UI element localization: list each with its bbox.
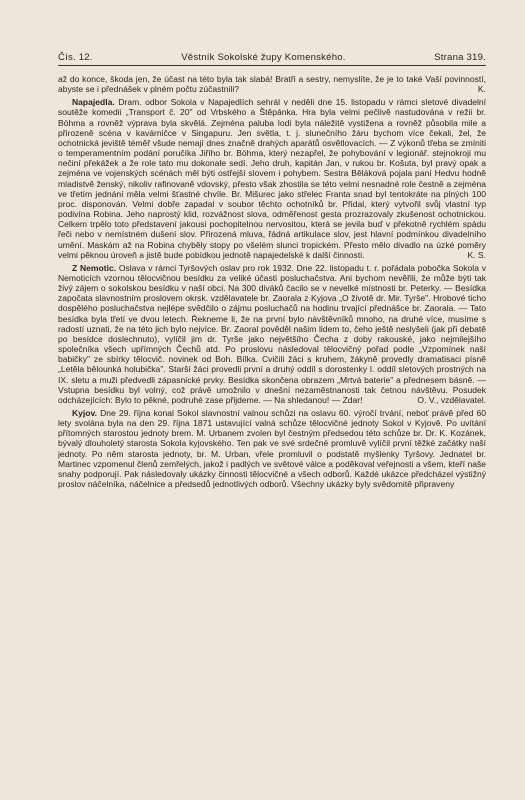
article-title: Napajedla. <box>72 97 115 108</box>
article-signature: K. S. <box>467 249 486 260</box>
article-napajedla <box>58 97 486 260</box>
page-number: Strana 319. <box>434 52 486 63</box>
article-nemotice <box>58 263 486 405</box>
article-title: Z Nemotic. <box>72 262 117 273</box>
article-continued <box>58 74 486 94</box>
article-kyjov <box>58 408 486 489</box>
article-text: Oslava v rámci Tyršových oslav pro rok 1932. Dne 22. listopadu t. r. pořádala pobočka Sokola v Nemoticích vzornou tělocvičnou besídku za veliké účasti posluchačstva. Ani bychom nevěřili, že může býti tak živý zájem o sokolskou besídku v naší obci. Na 300 diváků čacilo se v nevelké místnosti br. Peterky. — Besídka započata slavnostním proslovem okrsk. vzdělavatele br. Zaorala z Kyjova „O životě dr. Mir. Tyrše". Hrobové ticho dospělého posluchačstva nejlépe svědčilo o zájmu posluchačů na hodinu trvající přednášce br. Zaorala. — Tato besídka byla třetí ve dvou letech. Řekneme li, že na první bylo návštěvníků mnoho, na druhé více, musíme s radostí uznati, že na této jich bylo nejvíce. Br. Zaoral pověděl našim lidem to, čeho ještě neslyšeli (jak při debatě po besídce doslechnuto), vylíčil jim dr. Tyrše jako největšího Čecha z doby rakouské, jako nejmilejšího společníka všech upřímných Čechů atd. Po proslovu následoval tělocvičný pořad podle „Vzpomínek naší babičky" ze sbírky tělocvič. novinek od Boh. Bílka. Cvičili žáci s kruhem, žákyně provedly dramatisaci písně „Letěla bělounká holubička". Starší žáci provedli první a druhý oddíl s dorostenky I. oddíl sletových prostných na IX. sletu a muži předvedli zápasnické prvky. Besídka skončena obrazem „Mrtvá baterie" a přednesem básně. — Vstupna besídku byl volný, což právě umožnilo v dnešní nezaměstnanosti tak četnou návštěvu. Posudek odcházejících: Bylo to pěkné, podruhé zase přijdeme. — Na shledanou! — Zdar! <box>58 262 486 405</box>
issue-number: Čís. 12. <box>58 52 93 63</box>
page-header <box>58 52 486 66</box>
article-title: Kyjov. <box>72 408 98 418</box>
article-signature: K. <box>477 84 486 95</box>
article-text: Dram. odbor Sokola v Napajedlích sehrál v neděli dne 15. listopadu v rámci sletové divadelní soutěže komedii „Transport č. 20" od Vrbského a Štěpánka. Hra byla velmi pečlivě nastudována v režii br. Böhma a rovněž výprava byla skvělá. Zejména paluba lodi byla náležitě vystižena a rovněž působila mile a přirozeně scéna v kavárničce v Singapuru. Jen světla, t. j. slunečního žáru bychom více čekali, žel, že ochotnická jeviště téměř všude nemají dnes značně drahých aparátů osvětlovacích. — Z výkonů třeba se zmíniti o temperamentním podání poručíka Jiřího br. Böhma, který nezapřel, že pohybování v legionář. stejnokroji mu nečiní překážek a že role tato mu dokonale sedí. Jeho druh, kapitán Jan, v rukou br. Košuta, byl pravý opak a zejména ve vojenských scénách měl býti ostřejší slovem i pohybem. Sestra Běláková pojala paní Hedvu hodně mladistvě ženský, nikoliv rafinovaně vdovský, přesto však zhostila se této velmi nesnadné role čestně a zejména ve třetím jednání měla velmi šťastné chvíle. Br. Mišurec jako střelec Franta snad byl tentokráte na plných 100 proc. disponován. Velmi dobře zapadal v soubor těchto ochotníků br. Přidal, který vytvořil svůj vlastní typ podivína Robina. Jeho naprostý klid, rozvážnost slova, odměřenost gesta prozrazovaly zkušenost ochotnickou. Celkem trpělo toto představení jakousi pochopitelnou nervositou, která se jevila buď v překotně rychlém spádu řeči nebo v nemístném dušení slov. Přirozená mluva, řádná artikulace slov, jest hlavní podmínkou divadelního umění. Maskám až na Robina chyběly stopy po všelém slunci tropickém. Přesto mělo divadlo na úzké poměry velmi pěknou úroveň a jistě bude pobídkou jednotě napajedelské k další činnosti. <box>58 97 486 260</box>
article-text: až do konce, škoda jen, že účast na této byla tak slabá! Bratři a sestry, nemyslíte, že je to také Vaší povinností, abyste se i přednášek v plném počtu zúčastnili? <box>58 74 486 95</box>
article-body <box>58 74 486 790</box>
article-signature: O. V., vzdělavatel. <box>417 394 486 405</box>
journal-title: Věstník Sokolské župy Komenského. <box>181 52 346 63</box>
article-text: Dne 29. října konal Sokol slavnostní valnou schůzi na oslavu 60. výročí trvání, neboť právě před 60 lety svolána byla na den 29. října 1871 ustavující valná schůze tělocvičné jednoty Sokol v Kyjově. Po uvítání přítomných starostou jednoty brem. M. Urbanem zvolen byl čestným předsedou této schůze br. Dr. K. Kozánek, bývalý dlouholetý starosta Sokola kyjovského. Ten pak ve své srdečné promluvě vylíčil první těžké začátky naší jednoty. Po něm starosta jednoty, br. M. Urban, vřele promluvil o podstatě myšlenky Tyršovy. Jednatel br. Martinec vzpomenul členů zemřelých, jakož i padlých ve světové válce a poděkoval veřejnosti a všem, kteří naše snahy podporují. Pak následovaly ukázky činnosti tělocvičné a všech odborů. Každé ukázce předcházel výstižný proslov náčelníka, náčelnice a předsedů jednotlivých odborů. Všechny ukázky byly svědomitě připraveny <box>58 408 486 490</box>
